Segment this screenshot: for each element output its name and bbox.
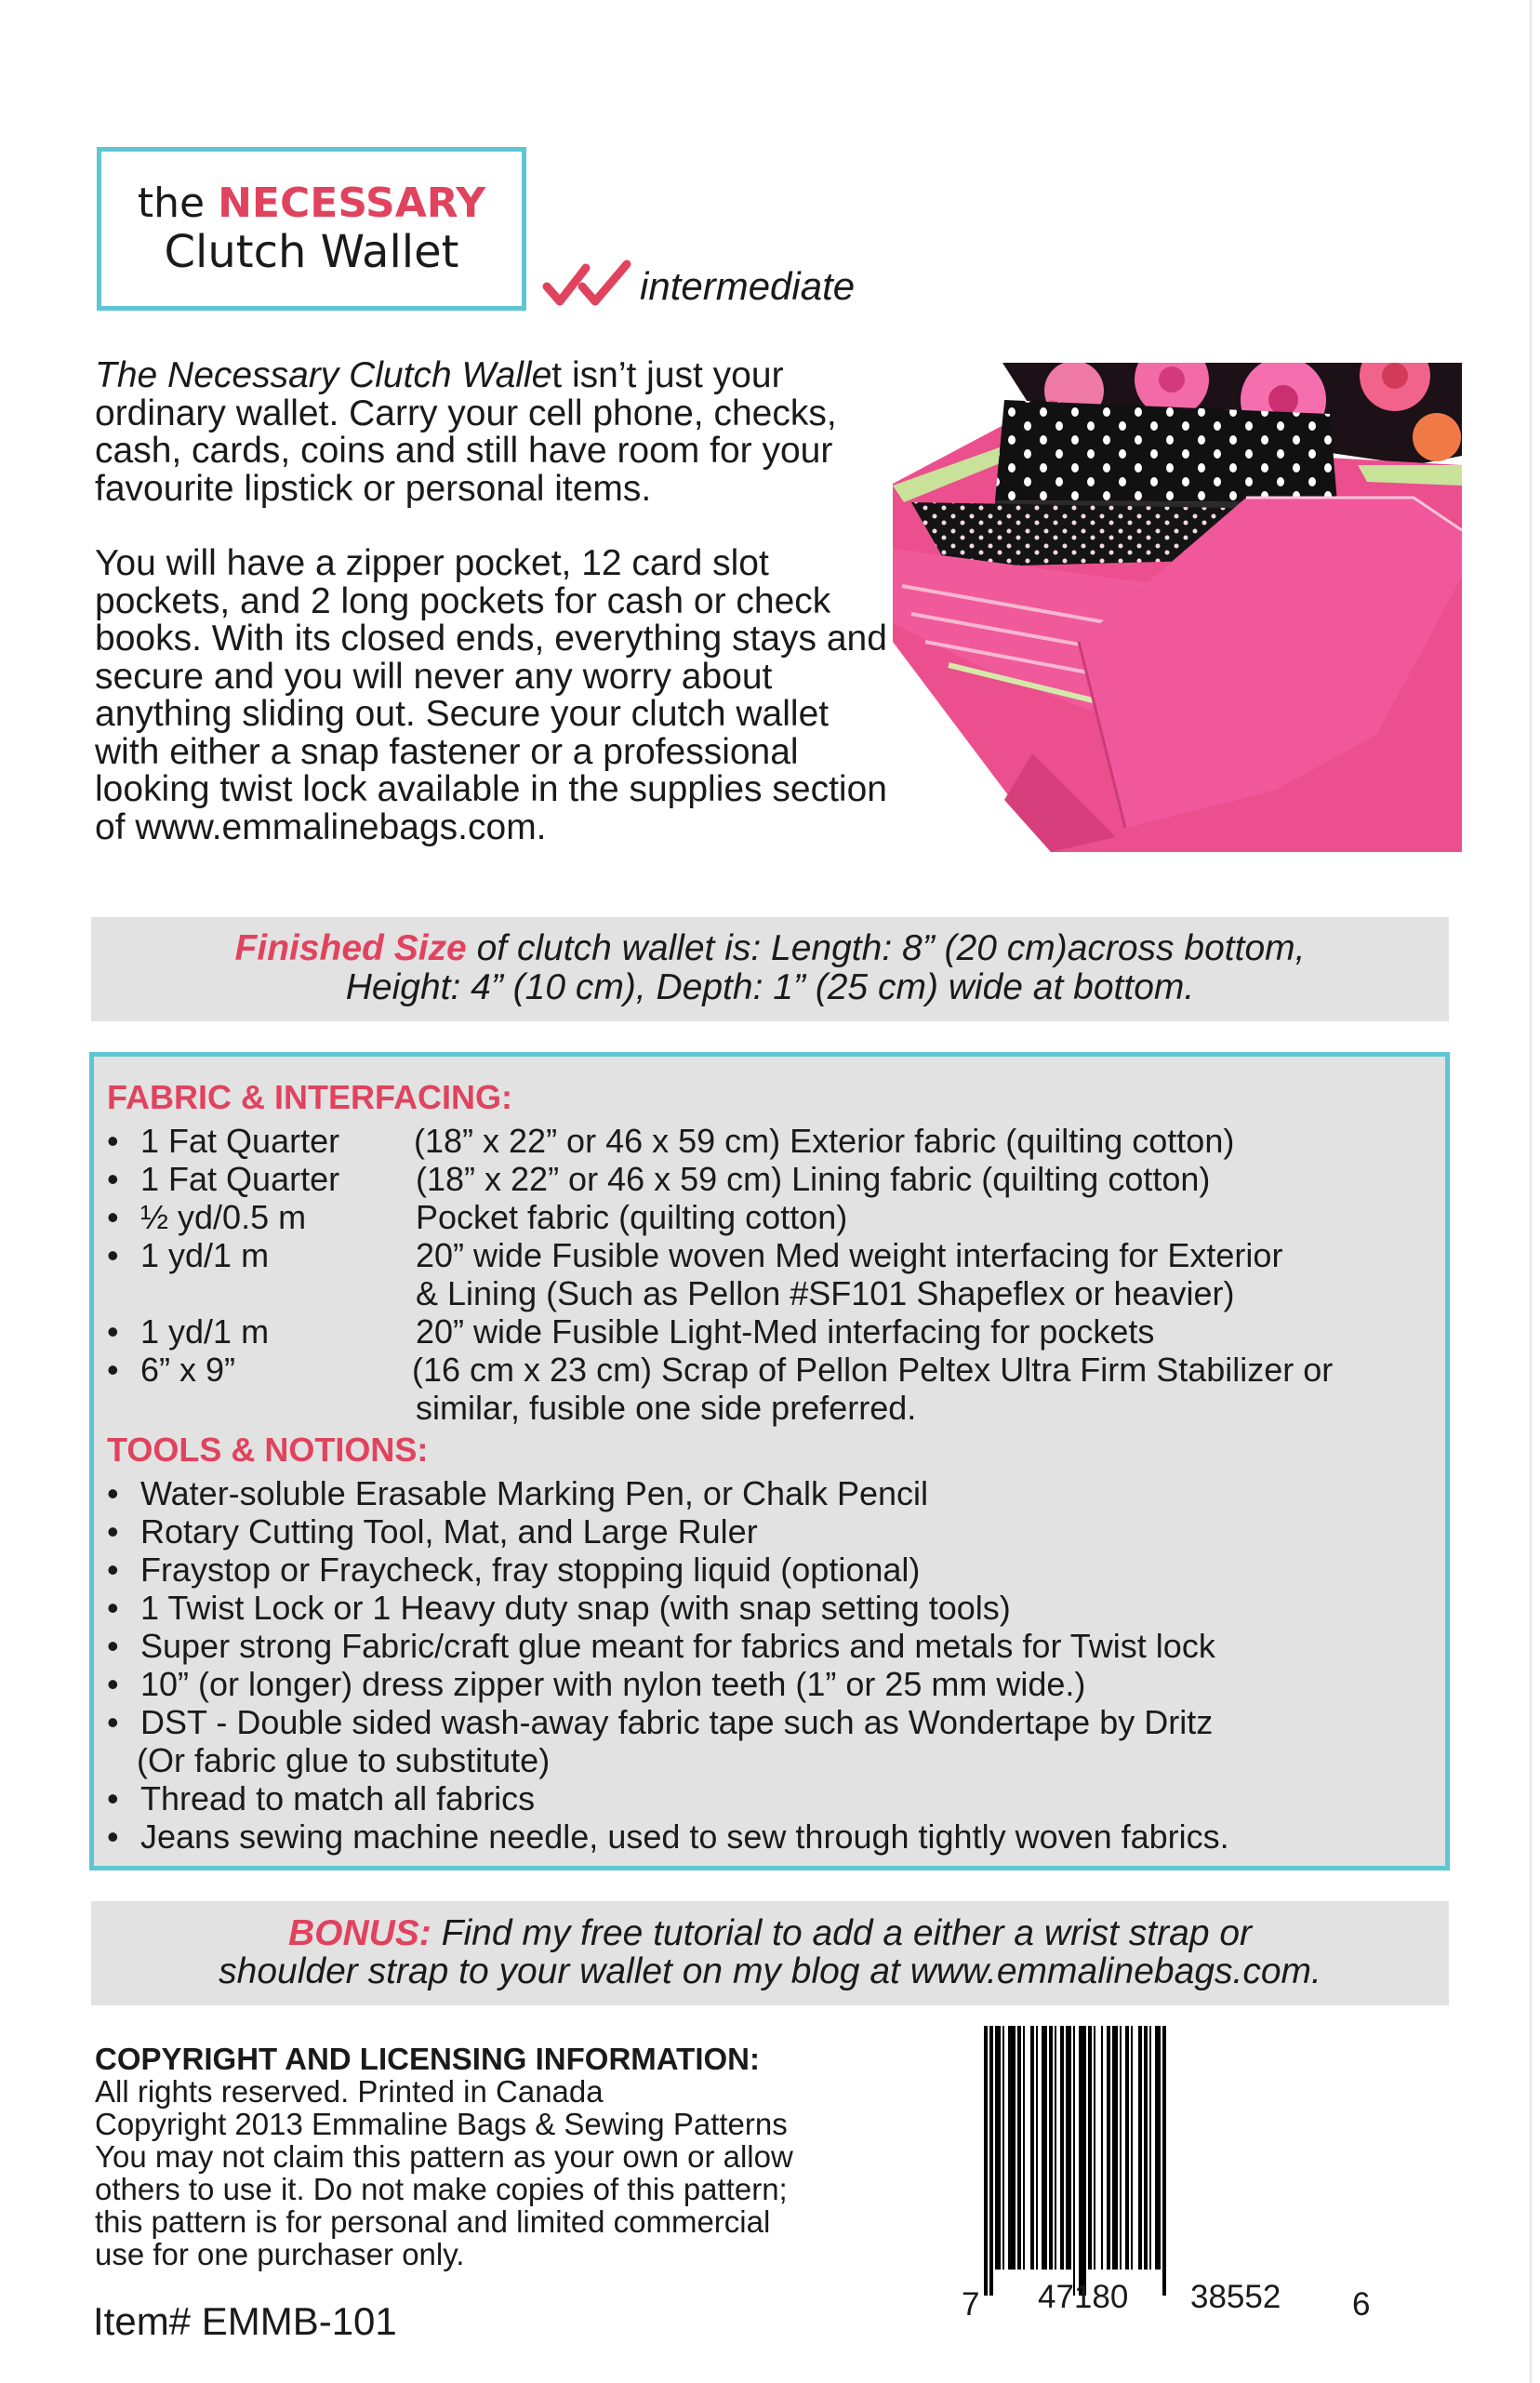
fabric-heading: FABRIC & INTERFACING:: [107, 1078, 512, 1116]
barcode-bar: [1088, 2026, 1092, 2270]
fabric-qty: 6” x 9”: [140, 1351, 236, 1389]
bonus-label: BONUS:: [287, 1913, 431, 1953]
copyright-line: Copyright 2013 Emmaline Bags & Sewing Patterns: [95, 2107, 788, 2141]
intro-paragraph-2: You will have a zipper pocket, 12 card slot pockets, and 2 long pockets for cash or check books. With its closed ends, everything stays and secure and you will never any worry about anything sliding out. Secure your clutch wallet with either a snap fastener or a professional looking twist lock available in the supplies section of www.emmalinebags.com.: [95, 543, 887, 847]
bullet: •: [107, 1122, 119, 1160]
finished-size-label: Finished Size: [234, 928, 467, 968]
bullet: •: [107, 1351, 119, 1389]
barcode-bar: [1073, 2026, 1075, 2296]
fabric-desc: 20” wide Fusible woven Med weight interfacing for Exterior: [416, 1236, 1283, 1274]
tools-text: (Or fabric glue to substitute): [137, 1741, 551, 1779]
bullet: •: [107, 1665, 119, 1703]
tools-text: Water-soluble Erasable Marking Pen, or Chalk Pencil: [140, 1474, 929, 1512]
bullet: •: [107, 1627, 119, 1665]
tools-text: Jeans sewing machine needle, used to sew through tightly woven fabrics.: [140, 1817, 1229, 1856]
bullet: •: [107, 1512, 119, 1551]
copyright-line: others to use it. Do not make copies of this pattern;: [95, 2172, 788, 2206]
wallet-photo: [893, 363, 1462, 852]
barcode-bar: [1155, 2026, 1161, 2270]
tools-text: Rotary Cutting Tool, Mat, and Large Ruler: [140, 1512, 758, 1551]
bullet: •: [107, 1236, 119, 1274]
tools-text: Super strong Fabric/craft glue meant for fabrics and metals for Twist lock: [140, 1627, 1215, 1665]
barcode-bar: [1049, 2026, 1053, 2270]
barcode-bar: [1036, 2026, 1038, 2270]
bullet: •: [107, 1589, 119, 1627]
tools-text: 1 Twist Lock or 1 Heavy duty snap (with snap setting tools): [140, 1589, 1011, 1627]
finished-size-text: of clutch wallet is: Length: 8” (20 cm)across bottom,: [466, 928, 1306, 968]
double-check-icon: [541, 259, 634, 314]
barcode-bars: [962, 2026, 1389, 2296]
skill-level: [541, 259, 855, 314]
barcode-bar: [1002, 2026, 1004, 2270]
intro-paragraph-1-text: t isn’t just your ordinary wallet. Carry your cell phone, checks, cash, cards, coins and still have room for your favourite lipstick or personal items.: [95, 355, 837, 509]
copyright-heading: COPYRIGHT AND LICENSING INFORMATION:: [95, 2042, 760, 2076]
fabric-desc: 20” wide Fusible Light-Med interfacing for pockets: [416, 1312, 1155, 1351]
copyright-line: All rights reserved. Printed in Canada: [95, 2074, 604, 2109]
bullet: •: [107, 1551, 119, 1589]
tools-heading: TOOLS & NOTIONS:: [107, 1431, 429, 1469]
tools-text: 10” (or longer) dress zipper with nylon teeth (1” or 25 mm wide.): [140, 1665, 1086, 1703]
fabric-qty: ½ yd/0.5 m: [140, 1198, 307, 1236]
barcode-bar: [1120, 2026, 1122, 2270]
bonus-line-1: [91, 1914, 1449, 1952]
barcode-bar: [1125, 2026, 1129, 2270]
bullet: •: [107, 1779, 119, 1817]
bullet: •: [107, 1703, 119, 1741]
barcode-bar: [1149, 2026, 1151, 2270]
barcode-bar: [989, 2026, 993, 2296]
bullet: •: [107, 1312, 119, 1351]
intro-paragraph-1: [95, 357, 895, 508]
bullet: •: [107, 1160, 119, 1198]
fabric-qty: 1 yd/1 m: [140, 1312, 270, 1351]
barcode-bar: [1101, 2026, 1103, 2270]
copyright-line: use for one purchaser only.: [95, 2237, 465, 2271]
barcode-bar: [1107, 2026, 1110, 2270]
bonus-line-2: shoulder strap to your wallet on my blog at www.emmalinebags.com.: [219, 1951, 1321, 1991]
finished-size-line-2: Height: 4” (10 cm), Depth: 1” (25 cm) wide at bottom.: [345, 967, 1195, 1007]
barcode-left-digits: 47180: [1038, 2279, 1129, 2315]
bullet: •: [107, 1198, 119, 1236]
barcode-first-digit: 7: [962, 2286, 980, 2323]
barcode: [962, 2026, 1389, 2333]
fabric-desc-continued: & Lining (Such as Pellon #SF101 Shapeflex or heavier): [416, 1274, 1235, 1312]
finished-size-line-1: [91, 929, 1449, 968]
barcode-bar: [995, 2026, 1001, 2270]
fabric-qty: 1 Fat Quarter: [140, 1160, 340, 1198]
finished-size-band: [91, 917, 1449, 1021]
fabric-qty: 1 Fat Quarter: [140, 1122, 340, 1160]
page-edge-line: [1530, 0, 1532, 2383]
barcode-bar: [1055, 2026, 1056, 2270]
copyright-line: You may not claim this pattern as your own or allow: [95, 2139, 793, 2174]
intro-text: [95, 357, 895, 884]
fabric-desc: Pocket fabric (quilting cotton): [416, 1198, 848, 1236]
tools-text: DST - Double sided wash-away fabric tape such as Wondertape by Dritz: [140, 1703, 1214, 1741]
barcode-bar: [1030, 2026, 1034, 2270]
barcode-bar: [1094, 2026, 1095, 2270]
barcode-bar: [1112, 2026, 1118, 2270]
title-prefix: the: [137, 180, 206, 227]
fabric-desc-continued: similar, fusible one side preferred.: [416, 1389, 917, 1427]
fabric-desc: (18” x 22” or 46 x 59 cm) Exterior fabric (quilting cotton): [414, 1122, 1235, 1160]
barcode-bar: [1066, 2026, 1071, 2270]
bonus-text: Find my free tutorial to add a either a wrist strap or: [431, 1913, 1253, 1953]
barcode-bar: [1162, 2026, 1166, 2296]
fabric-qty: 1 yd/1 m: [140, 1236, 270, 1274]
title-line-1: [138, 180, 485, 227]
title-line-2: Clutch Wallet: [164, 226, 459, 278]
title-highlight: NECESSARY: [218, 180, 486, 227]
barcode-bar: [984, 2026, 988, 2296]
materials-box: [89, 1052, 1450, 1870]
copyright-block: [95, 2043, 932, 2270]
item-number: Item# EMMB-101: [93, 2299, 397, 2343]
barcode-bar: [1008, 2026, 1016, 2270]
barcode-bar: [1017, 2026, 1021, 2270]
barcode-bar: [1138, 2026, 1142, 2270]
barcode-bar: [1131, 2026, 1133, 2270]
barcode-bar: [1023, 2026, 1025, 2270]
bullet: •: [107, 1474, 119, 1512]
barcode-right-digits: 38552: [1190, 2279, 1281, 2315]
barcode-bar: [1042, 2026, 1047, 2270]
fabric-desc: (16 cm x 23 cm) Scrap of Pellon Peltex Ultra Firm Stabilizer or: [412, 1351, 1334, 1389]
barcode-bar: [1079, 2026, 1086, 2296]
bullet: •: [107, 1817, 119, 1856]
title-box: [97, 147, 526, 311]
barcode-last-digit: 6: [1352, 2286, 1371, 2323]
skill-level-label: intermediate: [640, 264, 856, 308]
copyright-line: this pattern is for personal and limited commercial: [95, 2204, 771, 2239]
fabric-desc: (18” x 22” or 46 x 59 cm) Lining fabric (quilting cotton): [416, 1160, 1211, 1198]
intro-italic-title: The Necessary Clutch Walle: [95, 355, 552, 395]
tools-text: Fraystop or Fraycheck, fray stopping liquid (optional): [140, 1551, 921, 1589]
barcode-bar: [1144, 2026, 1148, 2270]
barcode-bar: [1060, 2026, 1064, 2270]
tools-text: Thread to match all fabrics: [140, 1779, 536, 1817]
bonus-band: [91, 1901, 1449, 2005]
